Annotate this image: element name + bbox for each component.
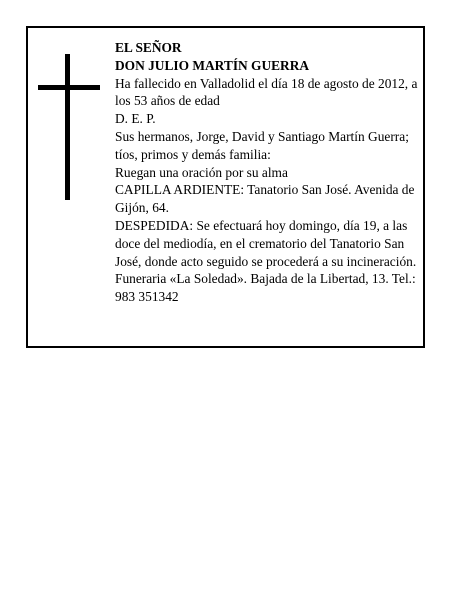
deceased-name: DON JULIO MARTÍN GUERRA [115,57,310,73]
chapel-info: CAPILLA ARDIENTE: Tanatorio San José. Avenida de Gijón, 64. [115,182,415,216]
death-announcement: Ha fallecido en Valladolid el día 18 de agosto de 2012, a los 53 años de edad [115,75,418,109]
cross-icon [38,54,100,200]
family-text: Sus hermanos, Jorge, David y Santiago Martín Guerra; tíos, primos y demás familia: [115,128,409,162]
notice-title: EL SEÑOR [115,40,182,55]
rip-text: D. E. P. [115,111,156,127]
farewell-info: DESPEDIDA: Se efectuará hoy domingo, día 19, a las doce del mediodía, en el crematorio del Tanatorio San José, donde acto seguido se procederá a su incineración. [115,217,417,269]
cross-vertical-bar [65,54,70,200]
cross-horizontal-bar [38,85,100,90]
obituary-notice [26,26,425,348]
notice-text [115,39,423,306]
funeral-home-info: Funeraria «La Soledad». Bajada de la Libertad, 13. Tel.: 983 351342 [115,271,416,305]
prayer-request: Ruegan una oración por su alma [115,164,288,180]
